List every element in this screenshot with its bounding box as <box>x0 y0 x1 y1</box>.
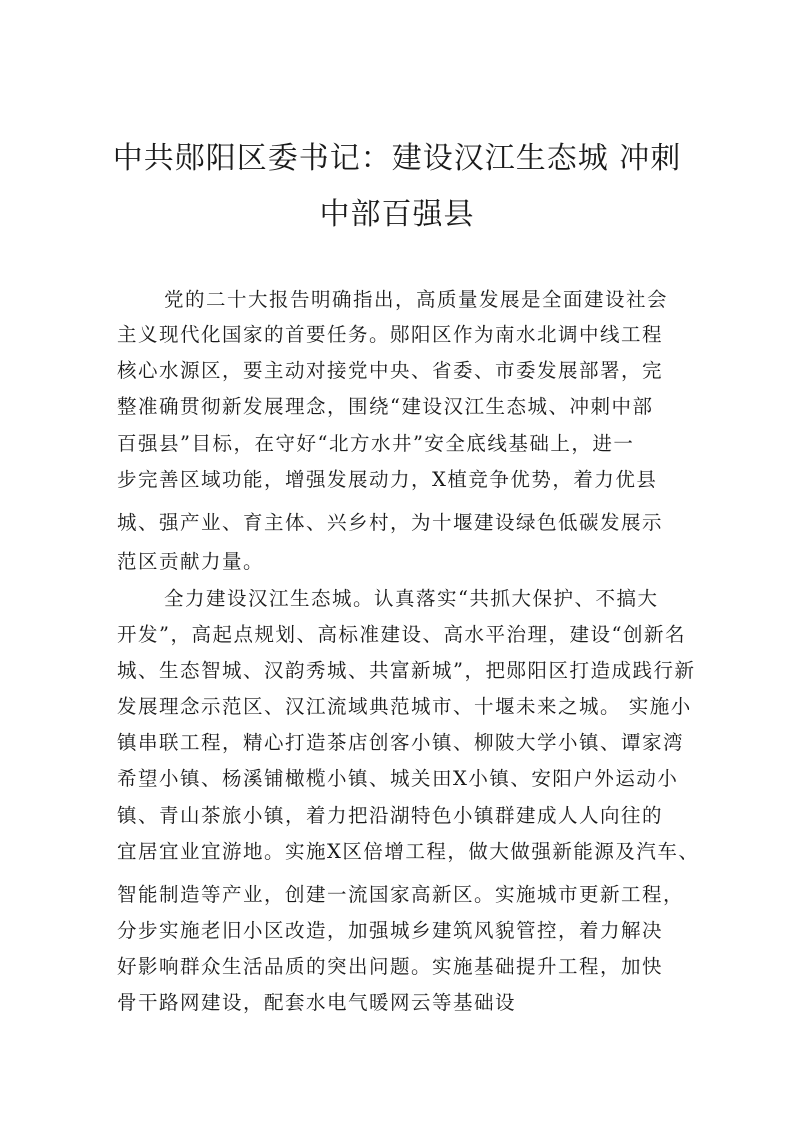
document-title-line-1: 中共郧阳区委书记：建设汉江生态城 冲刺 <box>112 141 682 176</box>
body-line: 镇串联工程，精心打造茶店创客小镇、柳陂大学小镇、谭家湾 <box>117 731 685 754</box>
body-line: 镇、青山茶旅小镇，着力把沿湖特色小镇群建成人人向往的 <box>117 804 664 827</box>
body-line: 步完善区域功能，增强发展动力，X植竞争优势，着力优县 <box>117 468 658 491</box>
body-line: 城、生态智城、汉韵秀城、共富新城”，把郧阳区打造成践行新 <box>117 659 696 682</box>
body-line: 分步实施老旧小区改造，加强城乡建筑风貌管控，着力解决 <box>117 919 664 942</box>
body-line: 骨干路网建设，配套水电气暖网云等基础设 <box>117 991 517 1014</box>
body-line: 城、强产业、育主体、兴乡村，为十堰建设绿色低碳发展示 <box>117 511 664 534</box>
body-line: 百强县”目标，在守好“北方水井”安全底线基础上，进一 <box>117 432 635 455</box>
body-line: 核心水源区，要主动对接党中央、省委、市委发展部署，完 <box>117 359 664 382</box>
body-line: 发展理念示范区、汉江流域典范城市、十堰未来之城。 实施小 <box>117 695 692 718</box>
document-title-line-2: 中部百强县 <box>319 197 475 232</box>
body-line: 宜居宜业宜游地。实施X区倍增工程，做大做强新能源及汽车、 <box>117 840 700 863</box>
body-line: 全力建设汉江生态城。认真落实“共抓大保护、不搞大 <box>164 587 659 610</box>
body-line: 好影响群众生活品质的突出问题。实施基础提升工程，加快 <box>117 955 664 978</box>
body-line: 整准确贯彻新发展理念，围绕“建设汉江生态城、冲刺中部 <box>117 395 654 418</box>
body-line: 希望小镇、杨溪铺橄榄小镇、城关田X小镇、安阳户外运动小 <box>117 767 679 790</box>
body-line: 智能制造等产业，创建一流国家高新区。实施城市更新工程， <box>117 883 685 906</box>
body-line: 主义现代化国家的首要任务。郧阳区作为南水北调中线工程 <box>117 323 664 346</box>
body-line: 开发”，高起点规划、高标准建设、高水平治理，建设“创新名 <box>117 623 686 646</box>
body-line: 党的二十大报告明确指出，高质量发展是全面建设社会 <box>164 288 669 311</box>
body-line: 范区贡献力量。 <box>117 550 265 573</box>
